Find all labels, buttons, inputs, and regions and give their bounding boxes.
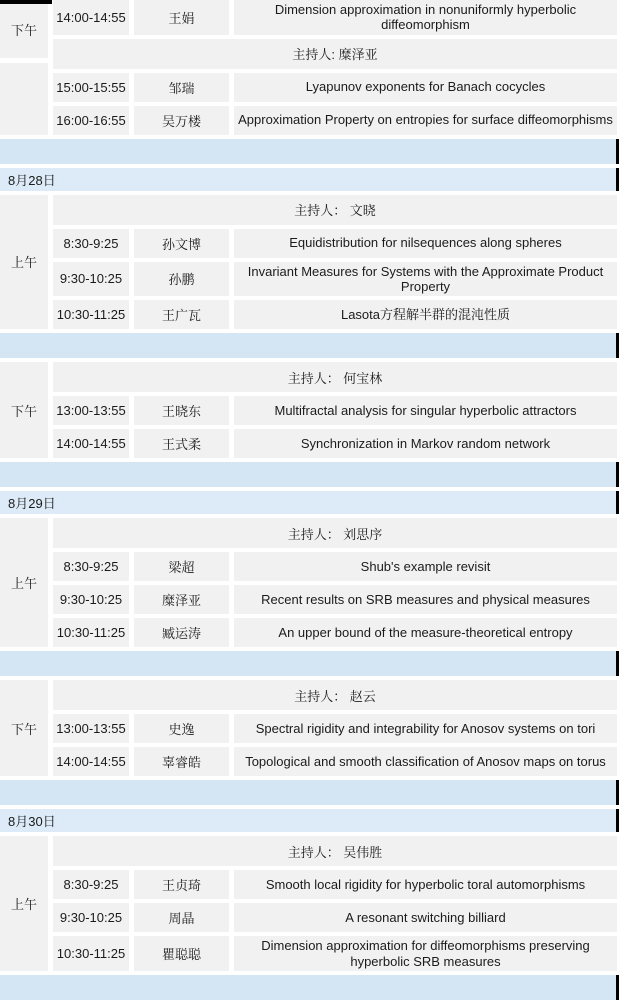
talk-row bbox=[53, 870, 617, 899]
chair-cell: 主持人: 糜泽亚 bbox=[53, 39, 617, 69]
time-cell: 13:00-13:55 bbox=[53, 714, 129, 743]
date-label: 8月29日 bbox=[8, 496, 56, 512]
session-label-text: 上午 bbox=[10, 255, 37, 271]
talk-row bbox=[53, 73, 617, 102]
title-cell: Recent results on SRB measures and physical measures bbox=[234, 585, 617, 614]
speaker-cell: 吴万楼 bbox=[134, 106, 229, 135]
talk-row bbox=[53, 262, 617, 297]
session-rows bbox=[53, 836, 617, 971]
talk-row bbox=[53, 229, 617, 258]
speaker-cell: 臧运涛 bbox=[134, 618, 229, 647]
speaker-cell: 邹瑞 bbox=[134, 73, 229, 102]
time-cell: 10:30-11:25 bbox=[53, 936, 129, 971]
session-block bbox=[0, 680, 617, 776]
time-cell: 14:00-14:55 bbox=[53, 429, 129, 458]
session-rows bbox=[53, 0, 617, 135]
talk-row bbox=[53, 396, 617, 425]
title-cell: An upper bound of the measure-theoretical entropy bbox=[234, 618, 617, 647]
date-row bbox=[0, 168, 619, 191]
date-row bbox=[0, 809, 619, 832]
time-cell: 9:30-10:25 bbox=[53, 585, 129, 614]
chair-cell: 主持人： 刘思序 bbox=[53, 518, 617, 548]
title-cell: Synchronization in Markov random network bbox=[234, 429, 617, 458]
session-column bbox=[0, 0, 48, 135]
talk-row bbox=[53, 0, 617, 35]
session-block bbox=[0, 362, 617, 458]
session-label-text: 下午 bbox=[10, 721, 37, 737]
session-block-leading bbox=[0, 0, 617, 135]
session-label-text: 下午 bbox=[10, 403, 37, 419]
chair-cell: 主持人： 何宝林 bbox=[53, 362, 617, 392]
chair-row bbox=[53, 362, 617, 392]
talk-row bbox=[53, 552, 617, 581]
session-label bbox=[0, 362, 48, 458]
chair-row bbox=[53, 195, 617, 225]
title-cell: A resonant switching billiard bbox=[234, 903, 617, 932]
chair-row bbox=[53, 39, 617, 69]
time-cell: 13:00-13:55 bbox=[53, 396, 129, 425]
time-cell: 8:30-9:25 bbox=[53, 552, 129, 581]
title-cell: Equidistribution for nilsequences along spheres bbox=[234, 229, 617, 258]
session-rows bbox=[53, 362, 617, 458]
session-label-text: 下午 bbox=[10, 22, 37, 38]
talk-row bbox=[53, 429, 617, 458]
talk-row bbox=[53, 585, 617, 614]
session-column-filler bbox=[0, 63, 48, 135]
session-label-text: 上午 bbox=[10, 576, 37, 592]
chair-row bbox=[53, 680, 617, 710]
talk-row bbox=[53, 300, 617, 329]
time-cell: 16:00-16:55 bbox=[53, 106, 129, 135]
spacer-row bbox=[0, 975, 619, 1000]
speaker-cell: 瞿聪聪 bbox=[134, 936, 229, 971]
speaker-cell: 周晶 bbox=[134, 903, 229, 932]
spacer-row bbox=[0, 333, 619, 358]
speaker-cell: 史逸 bbox=[134, 714, 229, 743]
date-row bbox=[0, 491, 619, 514]
session-label bbox=[0, 680, 48, 776]
table-top-border bbox=[0, 0, 52, 4]
session-block bbox=[0, 518, 617, 647]
session-rows bbox=[53, 680, 617, 776]
title-cell: Topological and smooth classification of Anosov maps on torus bbox=[234, 747, 617, 776]
talk-row bbox=[53, 903, 617, 932]
chair-row bbox=[53, 518, 617, 548]
chair-cell: 主持人： 赵云 bbox=[53, 680, 617, 710]
session-label bbox=[0, 836, 48, 971]
time-cell: 9:30-10:25 bbox=[53, 903, 129, 932]
title-cell: Spectral rigidity and integrability for Anosov systems on tori bbox=[234, 714, 617, 743]
title-cell: Dimension approximation for diffeomorphisms preserving hyperbolic SRB measures bbox=[234, 936, 617, 971]
time-cell: 8:30-9:25 bbox=[53, 870, 129, 899]
chair-cell: 主持人： 文晓 bbox=[53, 195, 617, 225]
session-label-text: 上午 bbox=[10, 897, 37, 913]
time-cell: 8:30-9:25 bbox=[53, 229, 129, 258]
talk-row bbox=[53, 936, 617, 971]
session-label bbox=[0, 195, 48, 330]
speaker-cell: 辜睿皓 bbox=[134, 747, 229, 776]
chair-cell: 主持人： 吴伟胜 bbox=[53, 836, 617, 866]
spacer-row bbox=[0, 651, 619, 676]
time-cell: 10:30-11:25 bbox=[53, 300, 129, 329]
speaker-cell: 王广瓦 bbox=[134, 300, 229, 329]
title-cell: Invariant Measures for Systems with the Approximate Product Property bbox=[234, 262, 617, 297]
time-cell: 9:30-10:25 bbox=[53, 262, 129, 297]
speaker-cell: 王晓东 bbox=[134, 396, 229, 425]
speaker-cell: 糜泽亚 bbox=[134, 585, 229, 614]
talk-row bbox=[53, 714, 617, 743]
title-cell: Shub's example revisit bbox=[234, 552, 617, 581]
time-cell: 14:00-14:55 bbox=[53, 747, 129, 776]
session-rows bbox=[53, 518, 617, 647]
time-cell: 15:00-15:55 bbox=[53, 73, 129, 102]
title-cell: Dimension approximation in nonuniformly hyperbolic diffeomorphism bbox=[234, 0, 617, 35]
date-label: 8月30日 bbox=[8, 814, 56, 830]
session-label bbox=[0, 518, 48, 647]
date-label: 8月28日 bbox=[8, 172, 56, 188]
title-cell: Lasota方程解半群的混沌性质 bbox=[234, 300, 617, 329]
title-cell: Smooth local rigidity for hyperbolic toral automorphisms bbox=[234, 870, 617, 899]
time-cell: 10:30-11:25 bbox=[53, 618, 129, 647]
spacer-row bbox=[0, 139, 619, 164]
talk-row bbox=[53, 106, 617, 135]
title-cell: Lyapunov exponents for Banach cocycles bbox=[234, 73, 617, 102]
session-label bbox=[0, 0, 48, 58]
time-cell: 14:00-14:55 bbox=[53, 0, 129, 35]
title-cell: Approximation Property on entropies for surface diffeomorphisms bbox=[234, 106, 617, 135]
talk-row bbox=[53, 747, 617, 776]
spacer-row bbox=[0, 780, 619, 805]
speaker-cell: 孙文博 bbox=[134, 229, 229, 258]
speaker-cell: 王娟 bbox=[134, 0, 229, 35]
session-block bbox=[0, 195, 617, 330]
talk-row bbox=[53, 618, 617, 647]
speaker-cell: 王贞琦 bbox=[134, 870, 229, 899]
speaker-cell: 王式柔 bbox=[134, 429, 229, 458]
speaker-cell: 梁超 bbox=[134, 552, 229, 581]
chair-row bbox=[53, 836, 617, 866]
session-block bbox=[0, 836, 617, 971]
speaker-cell: 孙鹏 bbox=[134, 262, 229, 297]
spacer-row bbox=[0, 462, 619, 487]
title-cell: Multifractal analysis for singular hyperbolic attractors bbox=[234, 396, 617, 425]
session-rows bbox=[53, 195, 617, 330]
